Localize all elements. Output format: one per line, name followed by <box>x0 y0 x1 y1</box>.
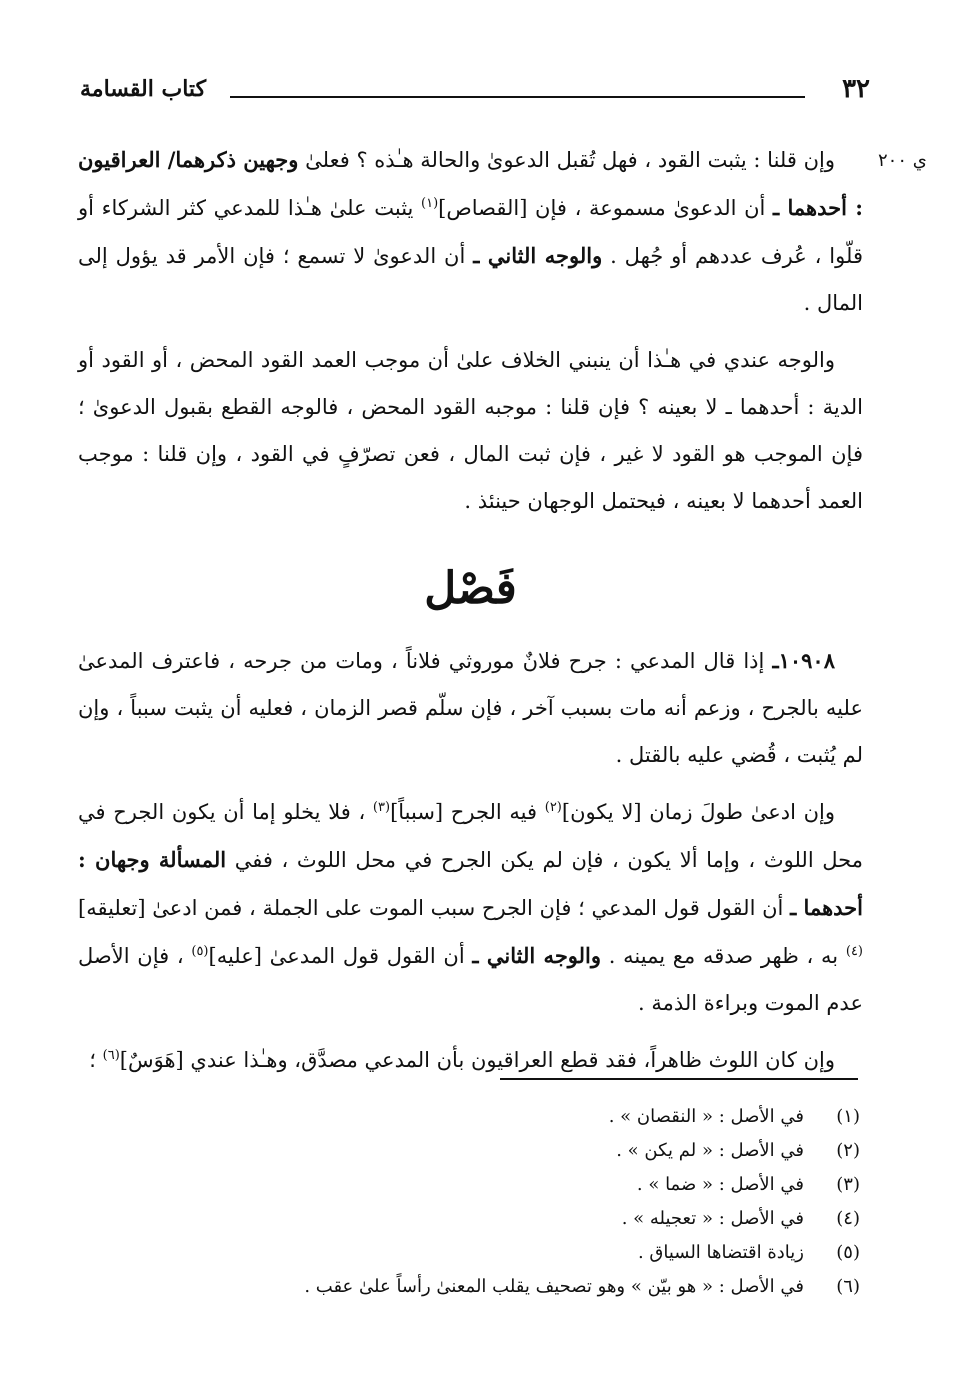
text-run: وإن كان اللوث ظاهراً، فقد قطع العراقيون بأن المدعي مصدَّق، وهـٰذا عندي [هَوَسٌ] <box>119 1048 835 1072</box>
text-run: أن الدعوىٰ لا تسمع ؛ فإن الأمر قد يؤول إلى المال . <box>78 244 863 315</box>
text-run: إذا قال المدعي : جرح فلانٌ موروثي فلاناً ، ومات من جرحه ، فاعترف المدعىٰ عليه بالجرح ، وزعم أنه مات بسبب آخر ، فإن سلّم قصر الزمان ، فعليه أن يثبت سبباً ، وإن لم يُثبت ، قُضي عليه بالقتل . <box>78 649 863 767</box>
footnote-ref: (٥) <box>191 944 209 959</box>
footnote-item <box>200 1236 860 1270</box>
text-run: به ، ظهر صدقه مع يمينه . <box>601 944 846 968</box>
text-run: ، فإن الأصل عدم الموت وبراءة الذمة . <box>78 944 863 1015</box>
book-title: كتاب القسامة <box>80 76 207 102</box>
text-run: يثبت علىٰ هـٰذا للمدعي كثر الشركاء أو قلّوا ، عُرف عددهم أو جُهل . <box>78 196 863 268</box>
running-header <box>80 74 870 110</box>
bold-run: والوجه الثاني ـ <box>472 943 602 968</box>
text-run: فيه الجرح [سبباً] <box>390 800 545 824</box>
bold-run: والوجه الثاني ـ <box>473 243 603 268</box>
footnote-number: (٢) <box>836 1140 860 1161</box>
footnote-item <box>200 1134 860 1168</box>
paragraph-number: ١٠٩٠٨ـ <box>772 648 835 673</box>
footnote-text: في الأصل : « تعجيله » . <box>621 1208 804 1229</box>
footnote-separator <box>500 1078 858 1080</box>
footnote-item <box>200 1202 860 1236</box>
footnote-ref: (٢) <box>544 800 562 815</box>
bold-run: وجهين ذكرهما/ العراقيون : أحدهما ـ <box>78 147 863 220</box>
footnote-item <box>200 1100 860 1134</box>
footnote-number: (٦) <box>836 1276 860 1297</box>
footnote-number: (٣) <box>836 1174 860 1195</box>
footnote-number: (١) <box>836 1106 860 1127</box>
footnote-number: (٥) <box>836 1242 860 1263</box>
page-number: ٣٢ <box>842 74 870 104</box>
footnote-item <box>200 1270 860 1304</box>
footnotes <box>200 1100 860 1304</box>
text-run: وإن ادعىٰ طولَ زمان [لا يكون] <box>561 800 835 824</box>
footnote-text: في الأصل : « ضما » . <box>636 1174 804 1195</box>
text-run: أن القول قول المدعىٰ [عليه] <box>208 944 473 968</box>
paragraph <box>78 136 863 327</box>
footnote-text: في الأصل : « النقصان » . <box>608 1106 804 1127</box>
text-run: أن القول قول المدعي ؛ فإن الجرح سبب الموت على الجملة ، فمن ادعىٰ [تعليقه] <box>78 896 791 920</box>
footnote-number: (٤) <box>836 1208 860 1229</box>
paragraph <box>78 789 863 1027</box>
text-run: أن الدعوىٰ مسموعة ، فإن [القصاص] <box>438 196 774 220</box>
text-run: وإن قلنا : يثبت القود ، فهل تُقبل الدعوىٰ والحالة هـٰذه ؟ فعلىٰ <box>298 148 835 172</box>
margin-reference: ي ٢٠٠ <box>878 150 927 171</box>
footnote-ref: (٦) <box>102 1048 120 1063</box>
footnote-text: في الأصل : « هو بيّن » وهو تصحيف يقلب المعنىٰ رأساً علىٰ عقب . <box>304 1276 804 1297</box>
bold-run: المسألة وجهان : أحدهما ـ <box>78 847 863 920</box>
paragraph: والوجه عندي في هـٰذا أن ينبني الخلاف علىٰ أن موجب العمد القود المحض ، أو القود أو الدية : أحدهما ـ لا بعينه ؟ فإن قلنا : موجبه القود المحض ، فالوجه القطع بقبول الدعوىٰ ؛ فإن الموجب هو القود لا غير ، فإن ثبت المال ، فعن تصرّفٍ في القود ، وإن قلنا : موجب العمد أحدهما لا بعينه ، فيحتمل الوجهان حينئذ . <box>78 348 863 513</box>
text-run: ، فلا يخلو إما أن يكون الجرح في محل اللوث ، وإما ألا يكون ، فإن لم يكن الجرح في محل اللوث ، ففي <box>78 800 863 872</box>
paragraph <box>78 637 863 779</box>
section-heading: فَصْل <box>424 563 517 614</box>
footnote-ref: (٣) <box>372 800 391 815</box>
footnote-item <box>200 1168 860 1202</box>
paragraph <box>78 1037 863 1084</box>
header-rule <box>230 96 805 98</box>
footnote-ref: (١) <box>421 196 439 211</box>
main-text <box>78 136 863 1094</box>
footnote-ref: (٤) <box>845 944 863 959</box>
footnote-text: في الأصل : « لم يكن » . <box>616 1140 804 1161</box>
text-run: ؛ <box>89 1048 103 1072</box>
footnote-text: زيادة اقتضاها السياق . <box>637 1242 804 1263</box>
